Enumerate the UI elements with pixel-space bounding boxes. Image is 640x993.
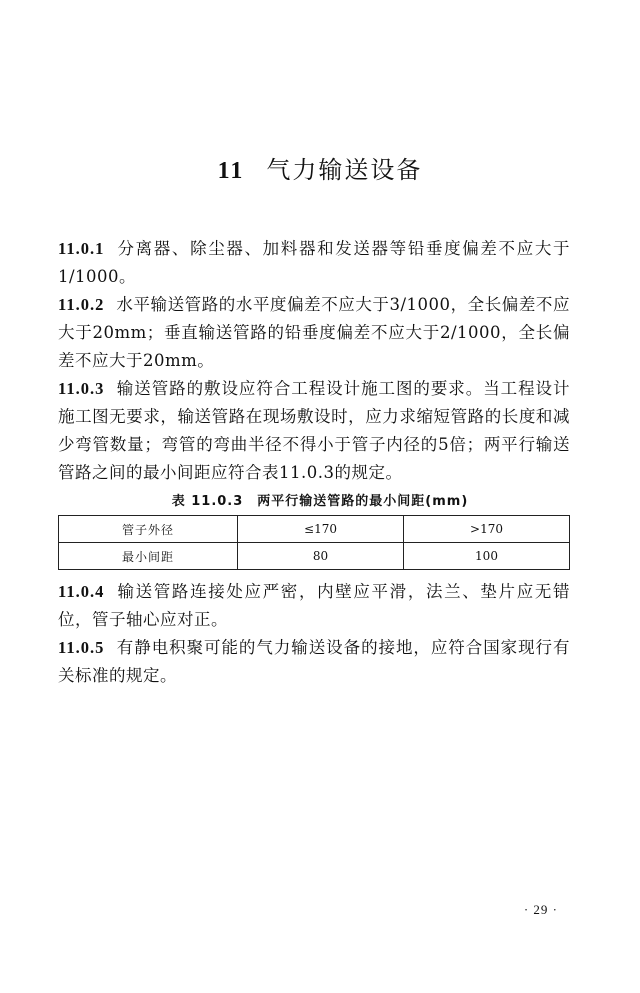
clause-text: 水平输送管路的水平度偏差不应大于3/1000，全长偏差不应大于20mm；垂直输送管路的铅垂度偏差不应大于2/1000，全长偏差不应大于20mm。 [58, 295, 570, 370]
clause-number: 11.0.1 [58, 239, 105, 258]
chapter-title: 气力输送设备 [266, 156, 423, 184]
clause-11-0-2 [58, 291, 570, 375]
table-caption [0, 490, 640, 509]
table-row [59, 543, 570, 570]
page-number: · 29 · [523, 902, 558, 917]
table-cell: >170 [404, 516, 570, 543]
min-spacing-table [58, 515, 570, 570]
table-cell: 80 [238, 543, 404, 570]
clause-11-0-1 [58, 235, 570, 291]
table-cell: ≤170 [238, 516, 404, 543]
table-cell-label: 最小间距 [59, 543, 238, 570]
clause-text: 分离器、除尘器、加料器和发送器等铅垂度偏差不应大于1/1000。 [58, 239, 570, 286]
clause-11-0-5 [58, 634, 570, 690]
table-cell-label: 管子外径 [59, 516, 238, 543]
clause-text: 输送管路的敷设应符合工程设计施工图的要求。当工程设计施工图无要求，输送管路在现场敷设时，应力求缩短管路的长度和减少弯管数量；弯管的弯曲半径不得小于管子内径的5倍；两平行输送管路之间的最小间距应符合表11.0.3的规定。 [58, 379, 570, 482]
clause-text: 输送管路连接处应严密，内壁应平滑，法兰、垫片应无错位，管子轴心应对正。 [58, 582, 570, 629]
clause-number: 11.0.5 [58, 638, 105, 657]
table-row [59, 516, 570, 543]
table-number: 表 11.0.3 [171, 494, 244, 509]
chapter-heading [0, 150, 640, 185]
clause-11-0-4 [58, 578, 570, 634]
clause-text: 有静电积聚可能的气力输送设备的接地，应符合国家现行有关标准的规定。 [58, 638, 570, 685]
clause-number: 11.0.2 [58, 295, 105, 314]
clause-number: 11.0.4 [58, 582, 105, 601]
clause-number: 11.0.3 [58, 379, 105, 398]
clause-11-0-3 [58, 375, 570, 487]
chapter-number: 11 [217, 158, 245, 184]
table-title: 两平行输送管路的最小间距(mm) [257, 494, 469, 509]
table-cell: 100 [404, 543, 570, 570]
